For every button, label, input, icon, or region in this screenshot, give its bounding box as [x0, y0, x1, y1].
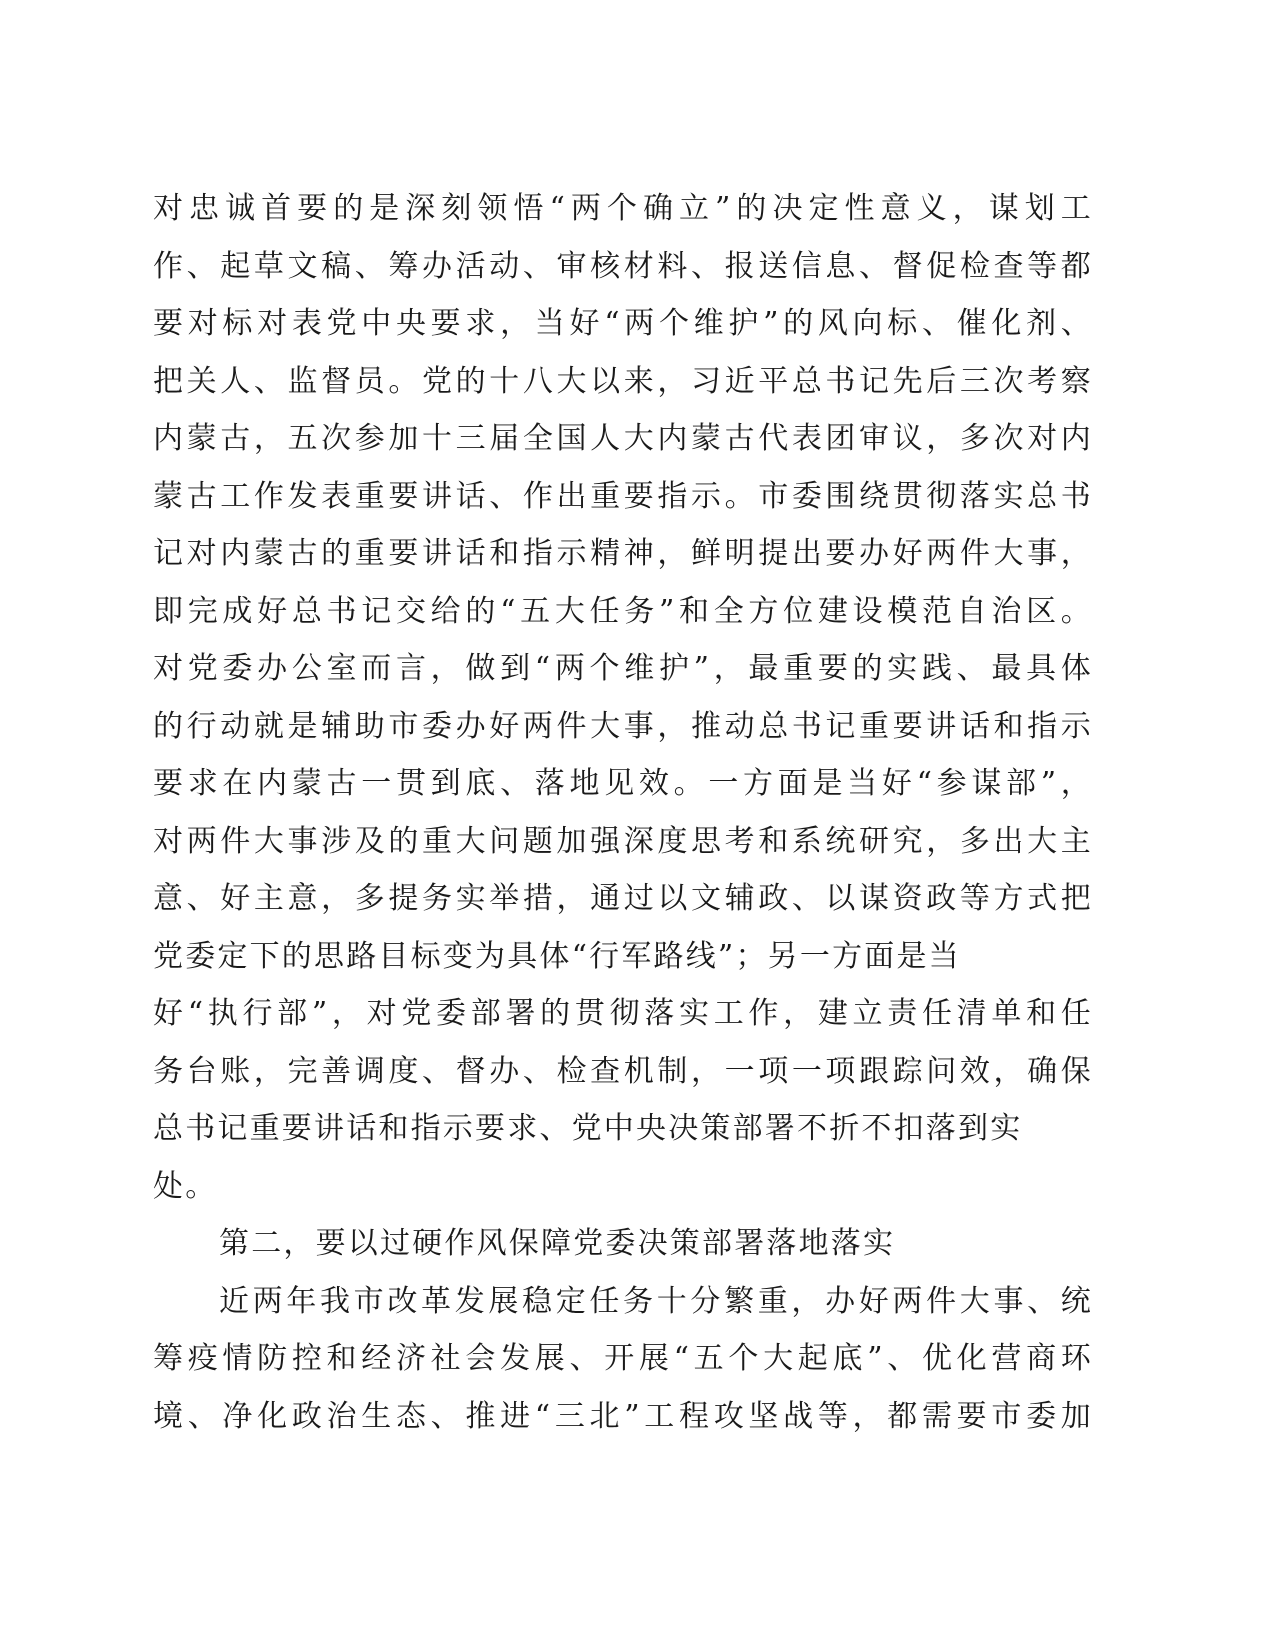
- text-line: 总书记重要讲话和指示要求、党中央决策部署不折不扣落到实: [153, 1111, 1023, 1146]
- text-line: 对党委办公室而言，做到“两个维护”，最重要的实践、最具体: [153, 651, 1093, 686]
- text-line: 要对标对表党中央要求，当好“两个维护”的风向标、催化剂、: [153, 306, 1093, 341]
- text-line: 即完成好总书记交给的“五大任务”和全方位建设模范自治区。: [153, 593, 1093, 629]
- text-line: 筹疫情防控和经济社会发展、开展“五个大起底”、优化营商环: [153, 1341, 1093, 1376]
- body-text: [153, 180, 1093, 1445]
- text-line: 要求在内蒙古一贯到底、落地见效。一方面是当好“参谋部”，: [153, 766, 1093, 801]
- text-line: 意、好主意，多提务实举措，通过以文辅政、以谋资政等方式把: [153, 881, 1093, 916]
- text-line: 内蒙古，五次参加十三届全国人大内蒙古代表团审议，多次对内: [153, 421, 1093, 456]
- section-heading: 第二，要以过硬作风保障党委决策部署落地落实: [219, 1226, 896, 1261]
- text-line: 处。: [153, 1168, 218, 1204]
- text-line: 对两件大事涉及的重大问题加强深度思考和系统研究，多出大主: [153, 823, 1093, 859]
- text-line: 境、净化政治生态、推进“三北”工程攻坚战等，都需要市委加: [153, 1398, 1093, 1434]
- text-line: 记对内蒙古的重要讲话和指示精神，鲜明提出要办好两件大事，: [153, 536, 1093, 571]
- text-line: 党委定下的思路目标变为具体“行军路线”；另一方面是当: [153, 938, 961, 974]
- text-line: 把关人、监督员。党的十八大以来，习近平总书记先后三次考察: [153, 363, 1093, 399]
- text-line: 对忠诚首要的是深刻领悟“两个确立”的决定性意义，谋划工: [153, 191, 1093, 226]
- text-line: 蒙古工作发表重要讲话、作出重要指示。市委围绕贯彻落实总书: [153, 478, 1093, 514]
- text-line: 的行动就是辅助市委办好两件大事，推动总书记重要讲话和指示: [153, 708, 1093, 744]
- text-line: 好“执行部”，对党委部署的贯彻落实工作，建立责任清单和任: [153, 996, 1093, 1031]
- text-line: 作、起草文稿、筹办活动、审核材料、报送信息、督促检查等都: [153, 248, 1093, 284]
- text-line: 务台账，完善调度、督办、检查机制，一项一项跟踪问效，确保: [153, 1053, 1093, 1089]
- text-line: 近两年我市改革发展稳定任务十分繁重，办好两件大事、统: [219, 1283, 1093, 1319]
